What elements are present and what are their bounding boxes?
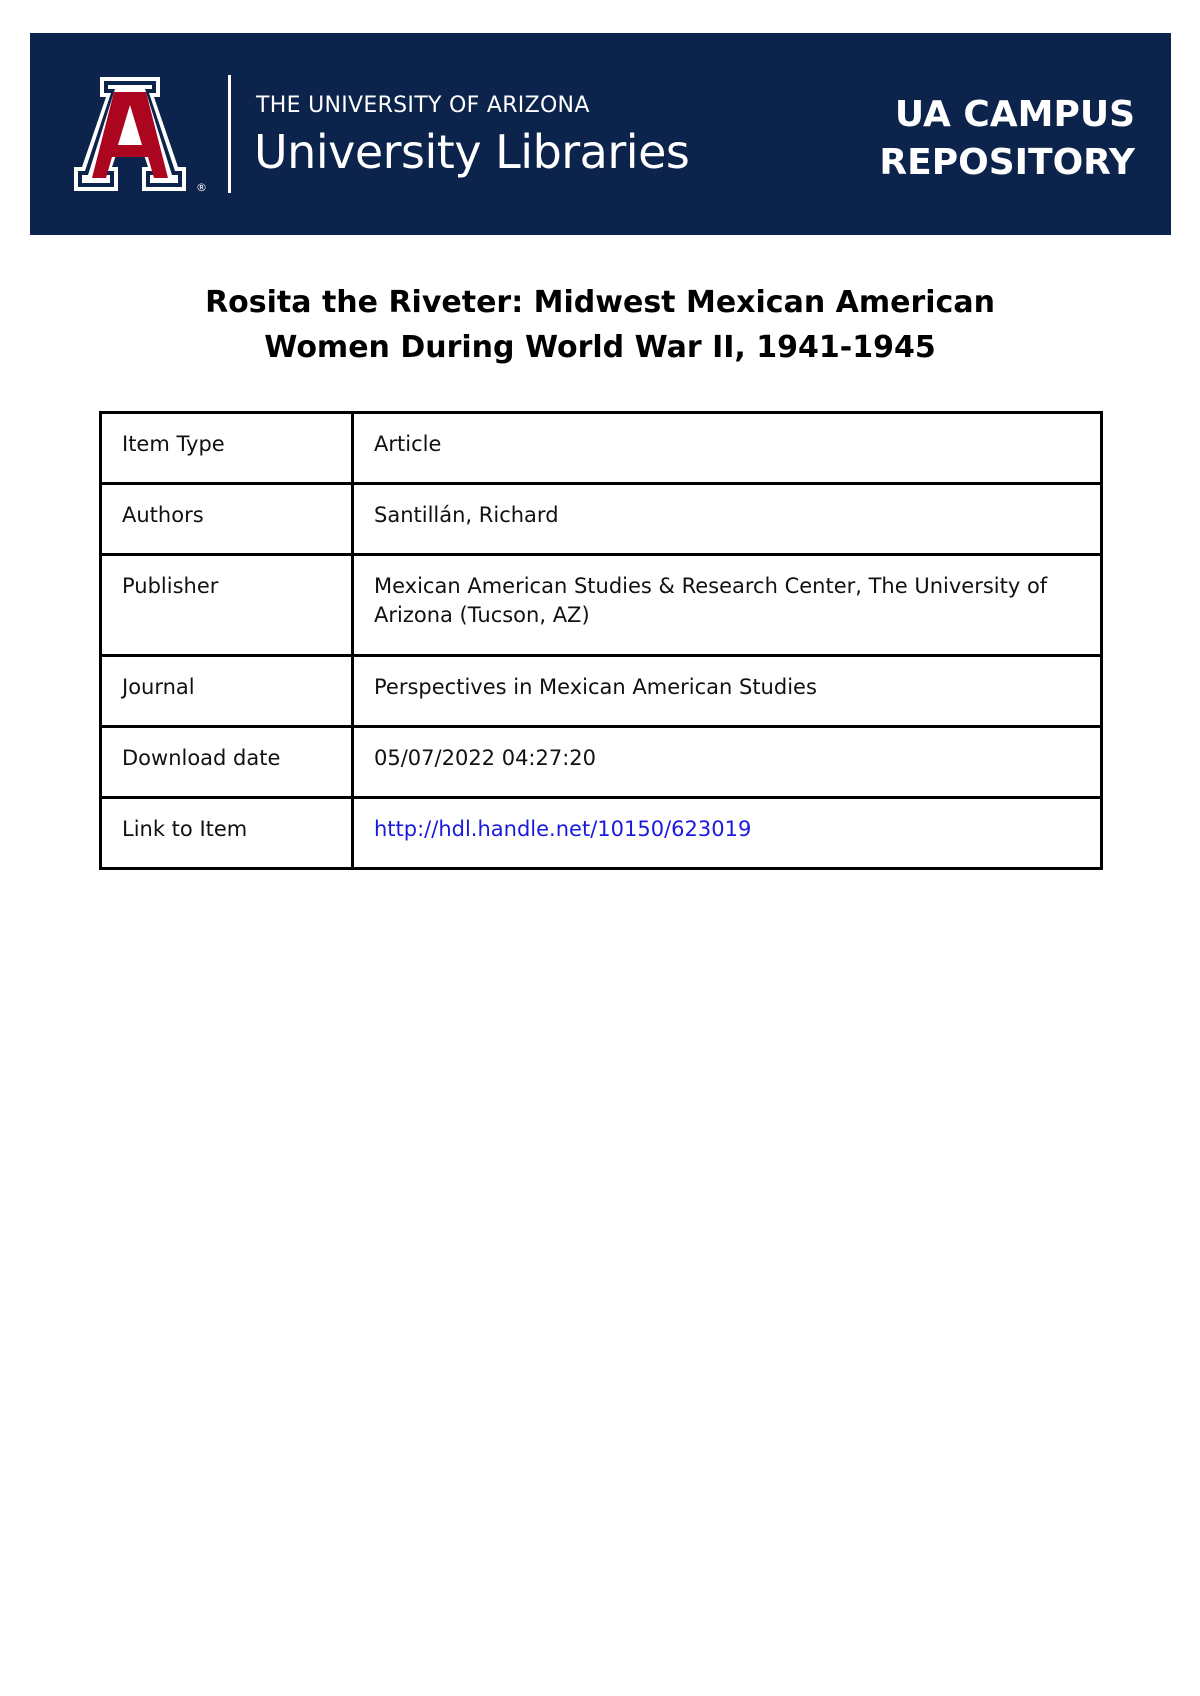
table-row <box>101 727 1102 798</box>
download-date-value: 05/07/2022 04:27:20 <box>353 727 1102 798</box>
item-type-value: Article <box>353 413 1102 484</box>
registered-mark: ® <box>196 181 207 194</box>
item-link[interactable]: http://hdl.handle.net/10150/623019 <box>374 817 752 841</box>
repository-name <box>879 91 1135 187</box>
table-row <box>101 656 1102 727</box>
publisher-value: Mexican American Studies & Research Center, The University of Arizona (Tucson, AZ) <box>353 555 1102 656</box>
link-label: Link to Item <box>101 798 353 869</box>
document-title <box>0 280 1200 370</box>
download-date-label: Download date <box>101 727 353 798</box>
document-title-line2: Women During World War II, 1941-1945 <box>264 330 936 365</box>
university-name: THE UNIVERSITY OF ARIZONA <box>256 93 590 118</box>
journal-value: Perspectives in Mexican American Studies <box>353 656 1102 727</box>
table-row <box>101 798 1102 869</box>
authors-label: Authors <box>101 484 353 555</box>
publisher-label: Publisher <box>101 555 353 656</box>
journal-label: Journal <box>101 656 353 727</box>
table-row <box>101 555 1102 656</box>
table-row <box>101 484 1102 555</box>
table-row <box>101 413 1102 484</box>
item-type-label: Item Type <box>101 413 353 484</box>
authors-value: Santillán, Richard <box>353 484 1102 555</box>
logo-divider <box>228 75 231 193</box>
repository-name-line2: REPOSITORY <box>879 142 1135 183</box>
block-a-logo-icon <box>70 75 190 193</box>
document-title-line1: Rosita the Riveter: Midwest Mexican American <box>205 285 995 320</box>
link-cell <box>353 798 1102 869</box>
libraries-name: University Libraries <box>254 125 690 179</box>
repository-banner <box>30 33 1171 235</box>
repository-name-line1: UA CAMPUS <box>894 94 1135 135</box>
metadata-table <box>99 411 1103 870</box>
